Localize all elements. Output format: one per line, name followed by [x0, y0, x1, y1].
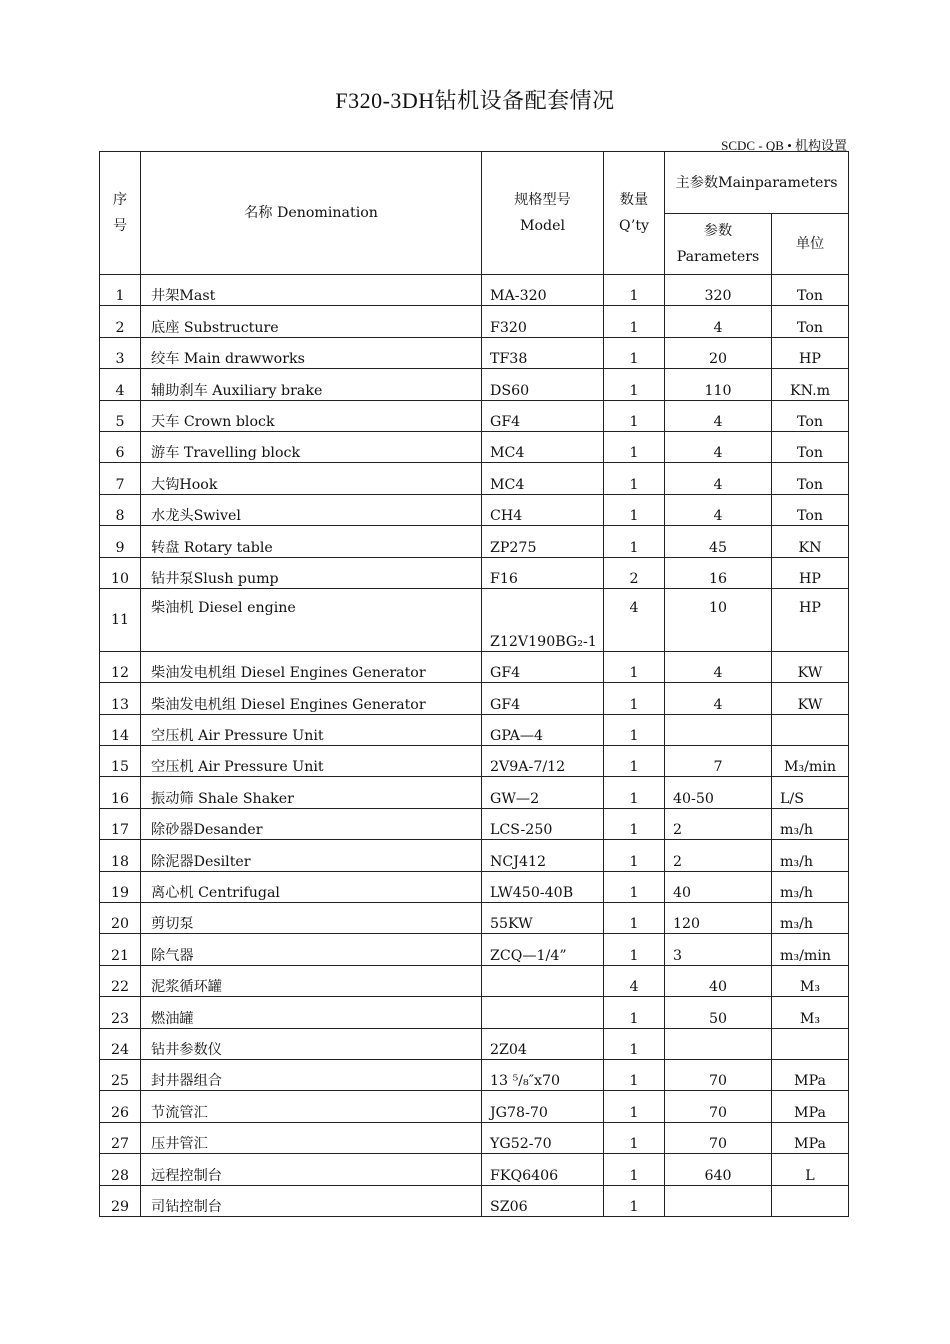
equipment-quantity: 1 — [604, 808, 665, 839]
equipment-model: GF4 — [482, 683, 604, 714]
table-row — [100, 1028, 849, 1059]
table-row — [100, 1059, 849, 1090]
table-row — [100, 651, 849, 682]
equipment-model: LCS-250 — [482, 808, 604, 839]
equipment-parameter: 4 — [665, 683, 772, 714]
row-number: 16 — [100, 777, 141, 808]
equipment-unit: m₃/h — [772, 903, 849, 934]
table-row — [100, 871, 849, 902]
table-row — [100, 808, 849, 839]
equipment-unit: Ton — [772, 494, 849, 525]
row-number: 20 — [100, 903, 141, 934]
table-row — [100, 997, 849, 1028]
equipment-parameter: 320 — [665, 275, 772, 306]
equipment-model: YG52-70 — [482, 1122, 604, 1153]
row-number: 14 — [100, 714, 141, 745]
row-number: 29 — [100, 1185, 141, 1216]
equipment-name: 游车 Travelling block — [141, 431, 482, 462]
row-number: 2 — [100, 306, 141, 337]
equipment-name: 底座 Substructure — [141, 306, 482, 337]
equipment-model: ZCQ—1/4” — [482, 934, 604, 965]
header-name: 名称 Denomination — [141, 152, 482, 275]
equipment-model: FKQ6406 — [482, 1154, 604, 1185]
table-row — [100, 369, 849, 400]
row-number: 27 — [100, 1122, 141, 1153]
equipment-name: 除砂器Desander — [141, 808, 482, 839]
equipment-quantity: 2 — [604, 557, 665, 588]
equipment-model: GPA—4 — [482, 714, 604, 745]
equipment-parameter — [665, 1185, 772, 1216]
equipment-quantity: 1 — [604, 526, 665, 557]
equipment-name: 柴油发电机组 Diesel Engines Generator — [141, 683, 482, 714]
equipment-model: F16 — [482, 557, 604, 588]
equipment-quantity: 1 — [604, 746, 665, 777]
equipment-unit: Ton — [772, 275, 849, 306]
equipment-model: MC4 — [482, 431, 604, 462]
equipment-parameter: 45 — [665, 526, 772, 557]
header-params: 参数 Parameters — [665, 214, 772, 275]
equipment-table — [99, 151, 849, 1217]
table-row — [100, 1154, 849, 1185]
table-row — [100, 1185, 849, 1216]
table-row — [100, 557, 849, 588]
equipment-model: F320 — [482, 306, 604, 337]
equipment-model: LW450-40B — [482, 871, 604, 902]
table-row — [100, 337, 849, 368]
header-main-params: 主参数Mainparameters — [665, 152, 849, 214]
equipment-unit — [772, 1185, 849, 1216]
equipment-name: 柴油发电机组 Diesel Engines Generator — [141, 651, 482, 682]
equipment-model: 2Z04 — [482, 1028, 604, 1059]
equipment-unit: MPa — [772, 1122, 849, 1153]
equipment-model: MA-320 — [482, 275, 604, 306]
equipment-unit: Ton — [772, 463, 849, 494]
equipment-name: 压井管汇 — [141, 1122, 482, 1153]
equipment-unit: m₃/h — [772, 840, 849, 871]
equipment-unit: M₃ — [772, 997, 849, 1028]
equipment-parameter: 40 — [665, 965, 772, 996]
table-row — [100, 903, 849, 934]
equipment-unit: M₃ — [772, 965, 849, 996]
equipment-parameter: 70 — [665, 1091, 772, 1122]
table-row — [100, 1091, 849, 1122]
equipment-unit: HP — [772, 557, 849, 588]
equipment-name: 钻井参数仪 — [141, 1028, 482, 1059]
equipment-quantity: 1 — [604, 463, 665, 494]
equipment-parameter: 10 — [665, 588, 772, 651]
equipment-parameter: 16 — [665, 557, 772, 588]
table-row — [100, 463, 849, 494]
equipment-parameter: 4 — [665, 651, 772, 682]
equipment-name: 井架Mast — [141, 275, 482, 306]
equipment-quantity: 1 — [604, 306, 665, 337]
equipment-unit: Ton — [772, 306, 849, 337]
equipment-unit: KN.m — [772, 369, 849, 400]
table-row — [100, 714, 849, 745]
row-number: 13 — [100, 683, 141, 714]
document-subtitle: SCDC - QB • 机构设置 — [721, 138, 847, 153]
equipment-parameter: 40 — [665, 871, 772, 902]
equipment-quantity: 1 — [604, 997, 665, 1028]
equipment-unit — [772, 1028, 849, 1059]
equipment-model: NCJ412 — [482, 840, 604, 871]
equipment-unit: Ton — [772, 400, 849, 431]
row-number: 5 — [100, 400, 141, 431]
row-number: 1 — [100, 275, 141, 306]
equipment-quantity: 4 — [604, 965, 665, 996]
equipment-quantity: 1 — [604, 275, 665, 306]
equipment-parameter — [665, 714, 772, 745]
equipment-model — [482, 997, 604, 1028]
row-number: 17 — [100, 808, 141, 839]
equipment-parameter — [665, 1028, 772, 1059]
equipment-parameter: 2 — [665, 808, 772, 839]
row-number: 10 — [100, 557, 141, 588]
equipment-parameter: 4 — [665, 400, 772, 431]
table-row — [100, 965, 849, 996]
equipment-unit: KW — [772, 683, 849, 714]
equipment-model: 55KW — [482, 903, 604, 934]
row-number: 7 — [100, 463, 141, 494]
table-row — [100, 777, 849, 808]
equipment-name: 大钩Hook — [141, 463, 482, 494]
equipment-quantity: 1 — [604, 1091, 665, 1122]
equipment-model: MC4 — [482, 463, 604, 494]
equipment-model: TF38 — [482, 337, 604, 368]
equipment-name: 转盘 Rotary table — [141, 526, 482, 557]
equipment-unit: L/S — [772, 777, 849, 808]
equipment-name: 除气器 — [141, 934, 482, 965]
row-number: 25 — [100, 1059, 141, 1090]
table-row — [100, 431, 849, 462]
equipment-parameter: 7 — [665, 746, 772, 777]
equipment-name: 振动筛 Shale Shaker — [141, 777, 482, 808]
row-number: 22 — [100, 965, 141, 996]
row-number: 11 — [100, 588, 141, 651]
equipment-name: 辅助刹车 Auxiliary brake — [141, 369, 482, 400]
equipment-unit: m₃/h — [772, 871, 849, 902]
row-number: 8 — [100, 494, 141, 525]
row-number: 28 — [100, 1154, 141, 1185]
equipment-quantity: 1 — [604, 683, 665, 714]
equipment-parameter: 4 — [665, 306, 772, 337]
equipment-quantity: 4 — [604, 588, 665, 651]
equipment-quantity: 1 — [604, 840, 665, 871]
equipment-model: GW—2 — [482, 777, 604, 808]
equipment-unit: Ton — [772, 431, 849, 462]
table-row — [100, 746, 849, 777]
equipment-model: CH4 — [482, 494, 604, 525]
equipment-model: SZ06 — [482, 1185, 604, 1216]
table-row — [100, 1122, 849, 1153]
equipment-quantity: 1 — [604, 871, 665, 902]
equipment-model: JG78-70 — [482, 1091, 604, 1122]
equipment-name: 司钻控制台 — [141, 1185, 482, 1216]
equipment-name: 空压机 Air Pressure Unit — [141, 714, 482, 745]
equipment-name: 除泥器Desilter — [141, 840, 482, 871]
equipment-name: 水龙头Swivel — [141, 494, 482, 525]
equipment-parameter: 70 — [665, 1059, 772, 1090]
row-number: 23 — [100, 997, 141, 1028]
equipment-quantity: 1 — [604, 934, 665, 965]
row-number: 15 — [100, 746, 141, 777]
table-row — [100, 588, 849, 651]
equipment-quantity: 1 — [604, 903, 665, 934]
equipment-name: 离心机 Centrifugal — [141, 871, 482, 902]
equipment-name: 燃油罐 — [141, 997, 482, 1028]
equipment-model: GF4 — [482, 400, 604, 431]
equipment-name: 柴油机 Diesel engine — [141, 588, 482, 651]
equipment-quantity: 1 — [604, 431, 665, 462]
equipment-parameter: 4 — [665, 463, 772, 494]
row-number: 26 — [100, 1091, 141, 1122]
equipment-parameter: 640 — [665, 1154, 772, 1185]
equipment-name: 远程控制台 — [141, 1154, 482, 1185]
equipment-quantity: 1 — [604, 1185, 665, 1216]
table-row — [100, 400, 849, 431]
equipment-name: 钻井泵Slush pump — [141, 557, 482, 588]
equipment-quantity: 1 — [604, 1059, 665, 1090]
table-row — [100, 840, 849, 871]
equipment-model: 2V9A-7/12 — [482, 746, 604, 777]
equipment-parameter: 110 — [665, 369, 772, 400]
row-number: 3 — [100, 337, 141, 368]
equipment-unit: MPa — [772, 1059, 849, 1090]
equipment-parameter: 50 — [665, 997, 772, 1028]
equipment-quantity: 1 — [604, 1028, 665, 1059]
equipment-quantity: 1 — [604, 714, 665, 745]
table-row — [100, 934, 849, 965]
equipment-quantity: 1 — [604, 651, 665, 682]
equipment-model: Z12V190BG₂-1 — [482, 588, 604, 651]
row-number: 18 — [100, 840, 141, 871]
equipment-quantity: 1 — [604, 369, 665, 400]
table-row — [100, 306, 849, 337]
equipment-parameter: 40-50 — [665, 777, 772, 808]
equipment-unit: HP — [772, 337, 849, 368]
equipment-parameter: 4 — [665, 431, 772, 462]
equipment-model: 13 ⁵/₈″x70 — [482, 1059, 604, 1090]
equipment-unit: L — [772, 1154, 849, 1185]
header-model: 规格型号 Model — [482, 152, 604, 275]
equipment-model: GF4 — [482, 651, 604, 682]
equipment-unit: HP — [772, 588, 849, 651]
equipment-parameter: 2 — [665, 840, 772, 871]
equipment-unit — [772, 714, 849, 745]
header-qty: 数量 Q’ty — [604, 152, 665, 275]
equipment-parameter: 20 — [665, 337, 772, 368]
equipment-unit: KN — [772, 526, 849, 557]
equipment-parameter: 4 — [665, 494, 772, 525]
table-row — [100, 494, 849, 525]
equipment-quantity: 1 — [604, 777, 665, 808]
equipment-name: 封井器组合 — [141, 1059, 482, 1090]
equipment-parameter: 3 — [665, 934, 772, 965]
equipment-quantity: 1 — [604, 494, 665, 525]
equipment-name: 泥浆循环罐 — [141, 965, 482, 996]
equipment-quantity: 1 — [604, 1122, 665, 1153]
table-row — [100, 526, 849, 557]
equipment-unit: KW — [772, 651, 849, 682]
table-row — [100, 683, 849, 714]
equipment-unit: MPa — [772, 1091, 849, 1122]
row-number: 24 — [100, 1028, 141, 1059]
equipment-model — [482, 965, 604, 996]
table-row — [100, 275, 849, 306]
header-no: 序号 — [100, 152, 141, 275]
equipment-name: 剪切泵 — [141, 903, 482, 934]
header-unit: 单位 — [772, 214, 849, 275]
equipment-parameter: 70 — [665, 1122, 772, 1153]
equipment-unit: m₃/h — [772, 808, 849, 839]
equipment-name: 天车 Crown block — [141, 400, 482, 431]
row-number: 4 — [100, 369, 141, 400]
row-number: 6 — [100, 431, 141, 462]
equipment-name: 节流管汇 — [141, 1091, 482, 1122]
row-number: 19 — [100, 871, 141, 902]
row-number: 9 — [100, 526, 141, 557]
equipment-quantity: 1 — [604, 1154, 665, 1185]
equipment-unit: M₃/min — [772, 746, 849, 777]
equipment-parameter: 120 — [665, 903, 772, 934]
row-number: 12 — [100, 651, 141, 682]
equipment-unit: m₃/min — [772, 934, 849, 965]
equipment-quantity: 1 — [604, 400, 665, 431]
document-title: F320-3DH钻机设备配套情况 — [335, 88, 615, 113]
equipment-name: 空压机 Air Pressure Unit — [141, 746, 482, 777]
equipment-quantity: 1 — [604, 337, 665, 368]
equipment-model: ZP275 — [482, 526, 604, 557]
equipment-name: 绞车 Main drawworks — [141, 337, 482, 368]
equipment-model: DS60 — [482, 369, 604, 400]
row-number: 21 — [100, 934, 141, 965]
